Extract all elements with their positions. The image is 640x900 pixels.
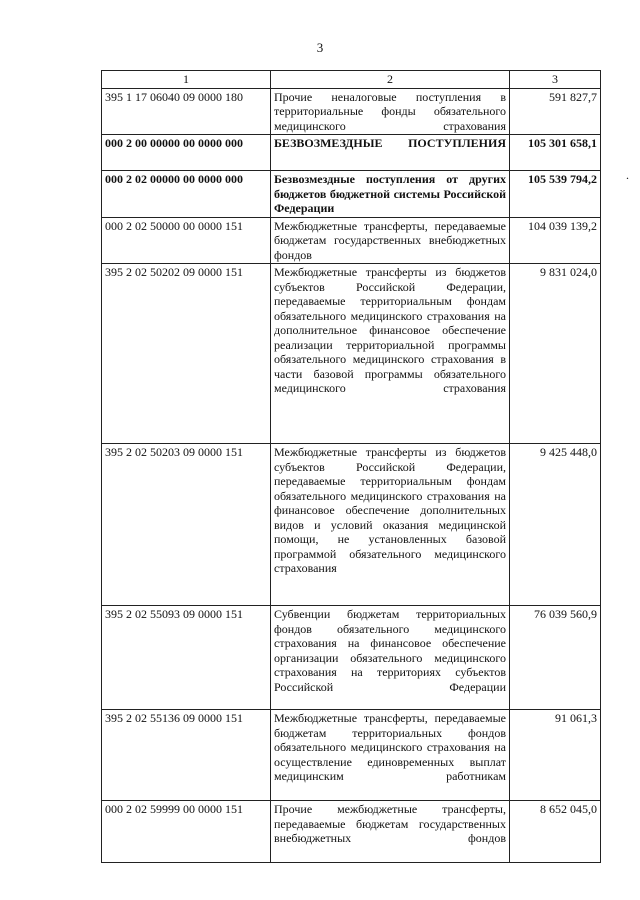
budget-code: 395 2 02 50202 09 0000 151 xyxy=(102,264,271,444)
budget-code: 395 1 17 06040 09 0000 180 xyxy=(102,88,271,135)
table-row xyxy=(102,135,601,171)
column-number-3: 3 xyxy=(510,71,601,89)
amount-value: 104 039 139,2 xyxy=(510,217,601,264)
revenue-name: Межбюджетные трансферты, передаваемые бюджетам территориальных фондов обязательного медицинского страхования на осуществление единовременных выплат медицинским работникам xyxy=(271,710,510,801)
budget-code: 395 2 02 50203 09 0000 151 xyxy=(102,444,271,606)
revenue-name: Прочие неналоговые поступления в территориальные фонды обязательного медицинского страхования xyxy=(271,88,510,135)
budget-code: 000 2 02 50000 00 0000 151 xyxy=(102,217,271,264)
revenue-name: Безвозмездные поступления от других бюджетов бюджетной системы Российской Федерации xyxy=(271,171,510,218)
revenue-name: Межбюджетные трансферты из бюджетов субъектов Российской Федерации, передаваемые территориальным фондам обязательного медицинского страхования на финансовое обеспечение дополнительных видов и условий оказания медицинской помощи, не установленных базовой программой обязательного медицинского страхования xyxy=(271,444,510,606)
column-number-1: 1 xyxy=(102,71,271,89)
budget-code: 000 2 02 00000 00 0000 000 xyxy=(102,171,271,218)
table-row xyxy=(102,444,601,606)
revenue-name: Межбюджетные трансферты, передаваемые бюджетам государственных внебюджетных фондов xyxy=(271,217,510,264)
revenue-name: БЕЗВОЗМЕЗДНЫЕ ПОСТУПЛЕНИЯ xyxy=(271,135,510,171)
revenue-name: Межбюджетные трансферты из бюджетов субъектов Российской Федерации, передаваемые территориальным фондам обязательного медицинского страхования на дополнительное финансовое обеспечение реализации территориальной программы обязательного медицинского страхования в части базовой программы обязательного медицинского страхования xyxy=(271,264,510,444)
amount-value: 105 301 658,1 xyxy=(510,135,601,171)
budget-code: 000 2 02 59999 00 0000 151 xyxy=(102,801,271,863)
page-number: 3 xyxy=(316,40,324,55)
table-row xyxy=(102,801,601,863)
table-row xyxy=(102,88,601,135)
table-row xyxy=(102,264,601,444)
revenue-name: Субвенции бюджетам территориальных фондов обязательного медицинского страхования на финансовое обеспечение организации обязательного медицинского страхования на территориях субъектов Российской Федерации xyxy=(271,606,510,710)
revenue-name: Прочие межбюджетные трансферты, передаваемые бюджетам государственных внебюджетных фондов xyxy=(271,801,510,863)
budget-code: 000 2 00 00000 00 0000 000 xyxy=(102,135,271,171)
table-row xyxy=(102,606,601,710)
budget-revenue-table xyxy=(101,70,601,863)
amount-value: 8 652 045,0 xyxy=(510,801,601,863)
margin-mark: . xyxy=(626,168,629,182)
column-number-2: 2 xyxy=(271,71,510,89)
column-number-row xyxy=(102,71,601,89)
amount-value: 9 425 448,0 xyxy=(510,444,601,606)
table-row xyxy=(102,171,601,218)
budget-code: 395 2 02 55136 09 0000 151 xyxy=(102,710,271,801)
amount-value: 105 539 794,2 xyxy=(510,171,601,218)
amount-value: 91 061,3 xyxy=(510,710,601,801)
table-row xyxy=(102,710,601,801)
amount-value: 76 039 560,9 xyxy=(510,606,601,710)
table-row xyxy=(102,217,601,264)
budget-code: 395 2 02 55093 09 0000 151 xyxy=(102,606,271,710)
amount-value: 9 831 024,0 xyxy=(510,264,601,444)
amount-value: 591 827,7 xyxy=(510,88,601,135)
